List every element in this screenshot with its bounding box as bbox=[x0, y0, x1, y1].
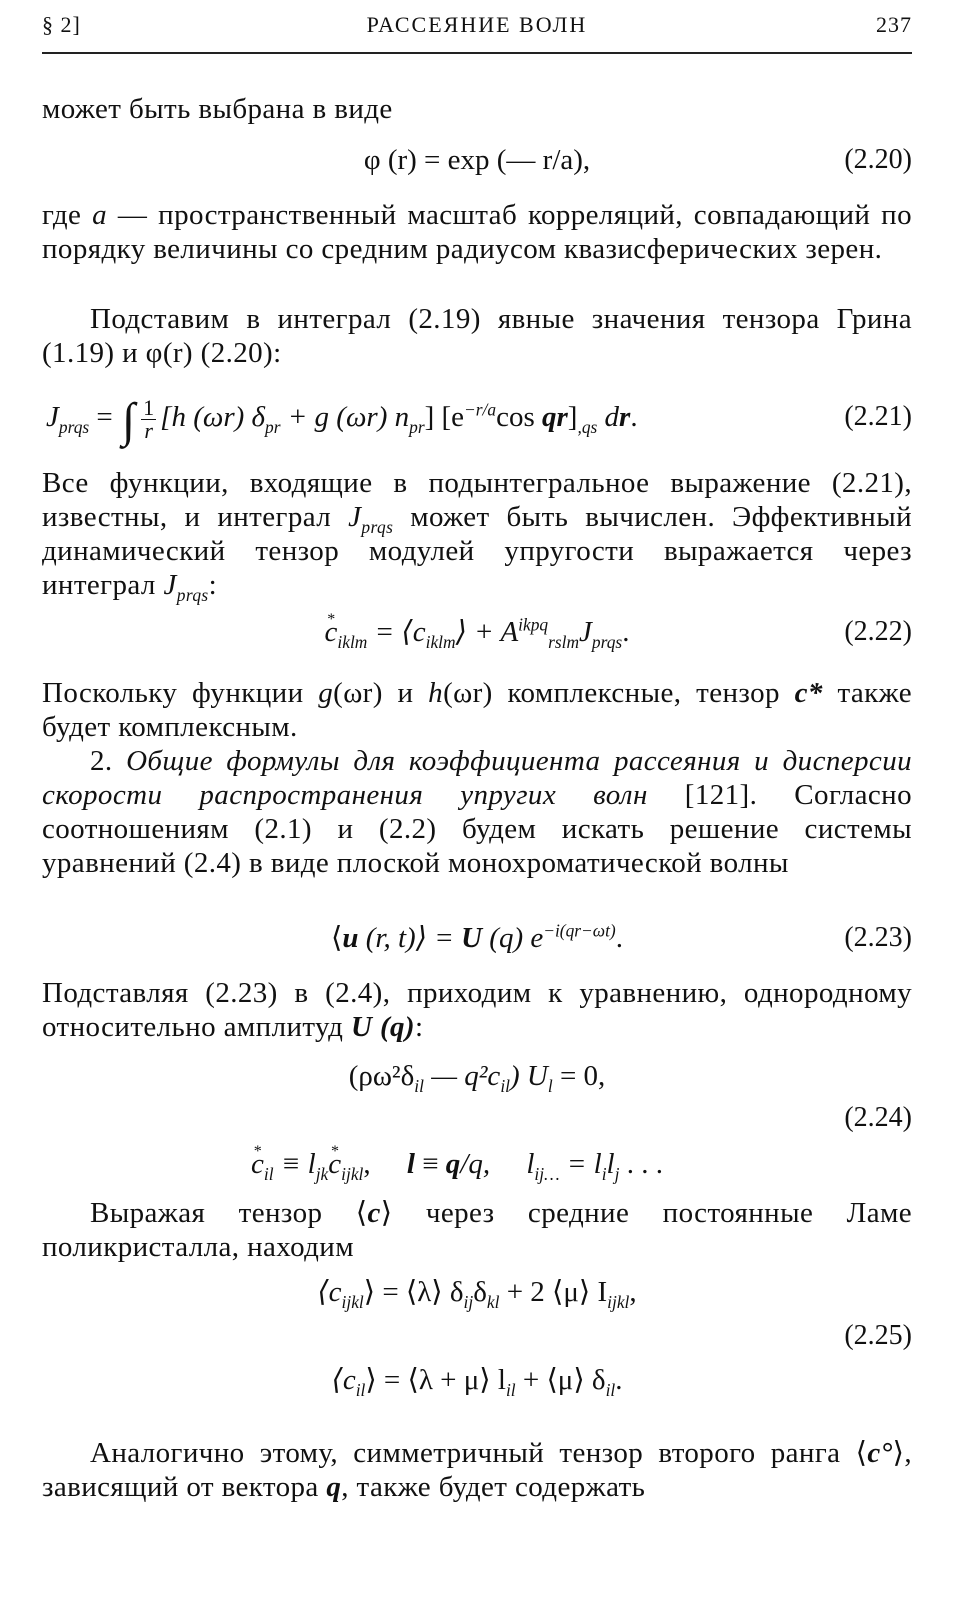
eq22-J: J bbox=[579, 616, 592, 648]
p4-t3: : bbox=[208, 569, 218, 601]
p4-Jsub: prqs bbox=[361, 516, 394, 537]
p5-t3: (ωr) комплексные, тензор bbox=[443, 677, 795, 709]
p9-t3: , также будет содержать bbox=[341, 1471, 646, 1503]
eq24b-t1: ≡ l bbox=[273, 1148, 316, 1180]
document-page bbox=[42, 0, 912, 1600]
p4-J: J bbox=[348, 501, 362, 533]
eq22-mid2: ⟩ + A bbox=[455, 616, 519, 648]
paragraph-6 bbox=[42, 744, 912, 880]
p5-h: h bbox=[428, 677, 444, 709]
eq24b-q: q bbox=[445, 1148, 461, 1180]
p4-t2: может быть вычислен. Эффективный динамический тензор модулей упругости выражается через интеграл bbox=[42, 501, 913, 601]
eq24b-t6: l bbox=[606, 1148, 615, 1180]
eq24b-lsub: jk bbox=[315, 1163, 329, 1184]
p6-italic-heading: Общие формулы для коэффициента рассеяния и дисперсии скорости распространения упругих волн bbox=[42, 745, 912, 811]
equation-2-25b bbox=[42, 1360, 912, 1400]
equation-2-23-number: (2.23) bbox=[844, 922, 912, 953]
eq22-A-sup: ikpq bbox=[518, 614, 549, 635]
eq24a-s3: l bbox=[547, 1075, 553, 1096]
integral-sign: ∫ bbox=[122, 394, 136, 447]
eq24b-csub: il bbox=[263, 1163, 274, 1184]
eq25a-s3: kl bbox=[486, 1291, 500, 1312]
eq22-J-sub: prqs bbox=[591, 631, 623, 652]
eq21-lhs-sub: prqs bbox=[58, 416, 90, 437]
eq21-body7: . bbox=[630, 401, 638, 433]
section-marker: § 2] bbox=[42, 12, 81, 37]
eq24b-c2sub: ijkl bbox=[341, 1163, 364, 1184]
p7-U: U (q) bbox=[350, 1011, 415, 1043]
eq21-sub2: pr bbox=[409, 416, 425, 437]
eq22-end: . bbox=[622, 616, 630, 648]
eq21-body6: d bbox=[597, 401, 620, 433]
equation-2-24-number-row bbox=[42, 1098, 912, 1138]
p7-t2: : bbox=[414, 1011, 424, 1043]
equation-2-23 bbox=[42, 918, 912, 958]
equation-2-21-expr bbox=[46, 388, 916, 450]
equation-2-20-expr: φ (r) = exp (— r/a), bbox=[363, 144, 591, 176]
p9-q: q bbox=[326, 1471, 342, 1503]
eq25a-t4: + 2 ⟨μ⟩ I bbox=[499, 1276, 608, 1308]
eq24b-l: l bbox=[406, 1148, 415, 1180]
eq21-body3: ] [e bbox=[424, 401, 465, 433]
eq24b-t2: , bbox=[363, 1148, 407, 1180]
eq22-A-sub: rslm bbox=[548, 631, 580, 652]
equation-2-25a bbox=[42, 1272, 912, 1312]
p4-t1: Все функции, входящие в подынтегральное выражение (2.21), известны, и интеграл bbox=[42, 467, 912, 533]
eq24a-t3: ) U bbox=[509, 1060, 548, 1092]
eq25a-s4: ijkl bbox=[607, 1291, 630, 1312]
eq25b-t1: ⟨c bbox=[331, 1364, 356, 1396]
eq23-U: U bbox=[461, 922, 483, 954]
p2-var: a bbox=[92, 199, 108, 231]
eq25b-t3: + ⟨μ⟩ δ bbox=[515, 1364, 606, 1396]
p5-t1: Поскольку функции bbox=[42, 677, 319, 709]
eq21-sub1: pr bbox=[265, 416, 281, 437]
eq24b-t7: . . . bbox=[619, 1148, 663, 1180]
equation-2-25b-expr bbox=[42, 1360, 912, 1400]
eq23-end: . bbox=[615, 922, 623, 954]
p5-t4: также будет комплексным. bbox=[42, 677, 912, 743]
eq24b-lsub4: j bbox=[614, 1163, 620, 1184]
eq21-frac-den: r bbox=[144, 417, 153, 443]
header-rule bbox=[42, 52, 912, 54]
eq24a-s1: il bbox=[414, 1075, 424, 1096]
eq23-args: (r, t)⟩ = bbox=[358, 922, 462, 954]
eq25b-t4: . bbox=[615, 1364, 623, 1396]
p6-num: 2. bbox=[90, 745, 127, 777]
equation-2-22-number: (2.22) bbox=[844, 616, 912, 647]
eq23-u: u bbox=[342, 922, 359, 954]
eq21-sup3: −r/a bbox=[464, 399, 497, 420]
paragraph-8 bbox=[42, 1196, 912, 1264]
p5-g: g bbox=[318, 677, 334, 709]
equation-2-20-number: (2.20) bbox=[844, 144, 912, 175]
equation-2-25a-expr bbox=[42, 1272, 912, 1312]
eq24b-t3: ≡ bbox=[414, 1148, 446, 1180]
eq24b-t4: /q, l bbox=[460, 1148, 535, 1180]
p8-c: c bbox=[367, 1197, 381, 1229]
eq21-lhs: J bbox=[46, 401, 59, 433]
eq24a-t4: = 0, bbox=[552, 1060, 606, 1092]
equation-2-24b bbox=[42, 1144, 912, 1184]
eq24b-c2: * c bbox=[328, 1148, 341, 1180]
equation-2-21 bbox=[42, 388, 912, 446]
eq23-q: (q) e bbox=[482, 922, 544, 954]
eq25b-s1: il bbox=[355, 1379, 366, 1400]
eq24a-t1: (ρω²δ bbox=[348, 1060, 415, 1092]
running-title: РАССЕЯНИЕ ВОЛН bbox=[366, 12, 588, 37]
eq24a-s2: il bbox=[500, 1075, 510, 1096]
eq21-eq: = bbox=[89, 401, 121, 433]
p2-prefix: где bbox=[42, 199, 93, 231]
eq21-sub5: ,qs bbox=[577, 416, 598, 437]
p9-t1: Аналогично этому, симметричный тензор второго ранга ⟨ bbox=[90, 1437, 868, 1469]
eq21-body2: + g (ωr) n bbox=[280, 401, 410, 433]
equation-2-24a-expr bbox=[42, 1056, 912, 1096]
equation-2-25-number-row bbox=[42, 1316, 912, 1356]
p8-t2: ⟩ через средние постоянные Ламе поликристалла, находим bbox=[42, 1197, 912, 1263]
p5-c: c* bbox=[794, 677, 823, 709]
paragraph-5 bbox=[42, 676, 912, 744]
p4-J2: J bbox=[163, 569, 177, 601]
eq22-c: * c bbox=[325, 616, 338, 648]
eq25a-t1: ⟨c bbox=[317, 1276, 342, 1308]
eq22-mid: = ⟨c bbox=[367, 616, 426, 648]
eq21-qr: qr bbox=[542, 401, 568, 433]
eq25b-s2: il bbox=[505, 1379, 516, 1400]
equation-2-22-expr bbox=[42, 612, 912, 652]
page-number: 237 bbox=[876, 12, 912, 37]
eq21-frac-num: 1 bbox=[143, 394, 155, 420]
eq25a-s1: ijkl bbox=[341, 1291, 364, 1312]
eq21-body5: ] bbox=[567, 401, 578, 433]
eq22-c-sub: iklm bbox=[337, 631, 368, 652]
eq25a-t2: ⟩ = ⟨λ⟩ δ bbox=[363, 1276, 464, 1308]
eq25b-t2: ⟩ = ⟨λ + μ⟩ l bbox=[365, 1364, 506, 1396]
equation-2-23-expr bbox=[42, 918, 912, 958]
paragraph-4 bbox=[42, 466, 913, 605]
running-header bbox=[42, 12, 912, 44]
eq25a-t5: , bbox=[629, 1276, 637, 1308]
paragraph-3: Подставим в интеграл (2.19) явные значения тензора Грина (1.19) и φ(r) (2.20): bbox=[42, 303, 912, 369]
equation-2-20 bbox=[42, 140, 912, 180]
eq24b-t5: = l bbox=[559, 1148, 602, 1180]
equation-2-22 bbox=[42, 612, 912, 652]
p7-t1: Подставляя (2.23) в (2.4), приходим к уравнению, однородному относительно амплитуд bbox=[42, 977, 912, 1043]
paragraph-9 bbox=[42, 1436, 912, 1504]
p9-t2: ⟩, зависящий от вектора bbox=[42, 1437, 912, 1503]
eq22-mid-sub: iklm bbox=[425, 631, 456, 652]
eq21-body4: cos bbox=[496, 401, 542, 433]
eq24b-lsub3: i bbox=[601, 1163, 607, 1184]
paragraph-2 bbox=[42, 198, 912, 266]
eq21-fraction bbox=[141, 394, 156, 443]
eq25b-s3: il bbox=[605, 1379, 616, 1400]
p9-c: c° bbox=[867, 1437, 893, 1469]
equation-2-24-number: (2.24) bbox=[844, 1102, 912, 1133]
eq24b-c: * c bbox=[251, 1148, 264, 1180]
eq25a-t3: δ bbox=[473, 1276, 487, 1308]
p5-t2: (ωr) и bbox=[333, 677, 429, 709]
eq23-sup: −i(qr−ωt) bbox=[543, 920, 616, 941]
eq25a-s2: ij bbox=[463, 1291, 474, 1312]
eq21-dr: r bbox=[619, 401, 631, 433]
equation-2-25-number: (2.25) bbox=[844, 1320, 912, 1351]
eq23-lbr: ⟨ bbox=[331, 922, 343, 954]
eq24b-lsub2: ij… bbox=[534, 1163, 560, 1184]
equation-2-21-number: (2.21) bbox=[844, 401, 912, 432]
p4-J2sub: prqs bbox=[176, 584, 209, 605]
equation-2-24a bbox=[42, 1056, 912, 1096]
equation-2-24b-expr bbox=[22, 1144, 892, 1184]
p8-t1: Выражая тензор ⟨ bbox=[90, 1197, 368, 1229]
paragraph-1: может быть выбрана в виде bbox=[42, 93, 393, 125]
paragraph-7 bbox=[42, 976, 912, 1044]
p6-t1: [121]. Согласно соотношениям (2.1) и (2.2) будем искать решение системы уравнений (2.4) в виде плоской монохроматической волны bbox=[42, 779, 912, 879]
eq24a-t2: — q²c bbox=[423, 1060, 501, 1092]
eq21-body1: [h (ωr) δ bbox=[160, 401, 266, 433]
p2-text: — пространственный масштаб корреляций, совпадающий по порядку величины со средним радиусом квазисферических зерен. bbox=[42, 199, 912, 265]
